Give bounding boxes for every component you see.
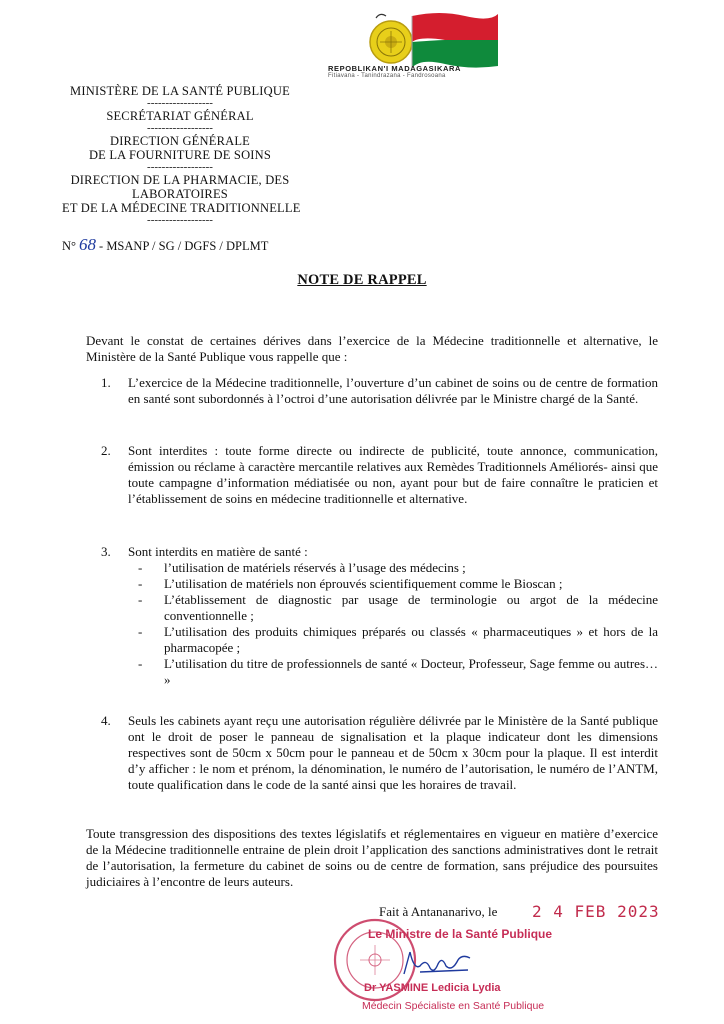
date-stamp: 2 4 FEB 2023 (532, 902, 660, 921)
sub-item-text: L’établissement de diagnostic par usage de terminologie ou argot de la médecine conventionnelle ; (164, 592, 658, 623)
republic-emblem (322, 6, 512, 78)
ministry-line: ET DE LA MÉDECINE TRADITIONNELLE (62, 201, 301, 215)
item-text: Sont interdits en matière de santé : (128, 544, 308, 559)
reference-suffix: - MSANP / SG / DGFS / DPLMT (99, 239, 269, 253)
state-seal-icon (366, 12, 416, 66)
closing-paragraph: Toute transgression des dispositions des textes législatifs et réglementaires en vigueur en matière d’exercice de la Médecine traditionnelle entraine de plein droit l’application des sanctions administratives dont le retrait de l’autorisation, la fermeture du cabinet de soins ou de centre de formation, sans préjudice des poursuites judiciaires à l’encontre de leurs auteurs. (86, 826, 658, 889)
ministry-line: DIRECTION DE LA PHARMACIE, DES (70, 173, 290, 187)
reference-handwritten-number: 68 (79, 235, 97, 254)
reference-prefix: N° (62, 239, 77, 253)
madagascar-flag-icon (410, 10, 500, 68)
stamp-title: Le Ministre de la Santé Publique (368, 927, 553, 941)
item-text: Sont interdites : toute forme directe ou indirecte de publicité, toute annonce, communication, émission ou réclame à caractère mercantile relatives aux Remèdes Traditionnels Améliorés- ainsi que toute campagne d’information médiatisée ou non, ayant pour but de faire connaître le praticien et l’établissement de soins en médecine traditionnelle et alternative. (128, 443, 658, 506)
place-and-date-label: Fait à Antananarivo, le (379, 904, 498, 919)
sub-list-item: - L’établissement de diagnostic par usage de terminologie ou argot de la médecine conventionnelle ; (138, 592, 658, 623)
sub-item-text: l’utilisation de matériels réservés à l’usage des médecins ; (164, 560, 466, 575)
sub-item-text: L’utilisation du titre de professionnels de santé « Docteur, Professeur, Sage femme ou autres… » (164, 656, 658, 687)
ministry-header (62, 84, 301, 226)
handwritten-signature-icon (400, 948, 475, 980)
sub-item-text: L’utilisation de matériels non éprouvés scientifiquement comme le Bioscan ; (164, 576, 563, 591)
separator: ------------------ (147, 161, 213, 173)
signatory-name: Dr YASMINE Ledicia Lydia (364, 982, 501, 994)
sub-item-text: L’utilisation des produits chimiques préparés ou classés « pharmaceutiques » et hors de la pharmacopée ; (164, 624, 658, 655)
list-item (103, 544, 658, 688)
reference-number (62, 235, 268, 255)
separator: ------------------ (147, 214, 213, 226)
item-number: 3. (101, 544, 111, 559)
list-item (103, 713, 658, 793)
separator: ------------------ (147, 122, 213, 134)
ministry-line: MINISTÈRE DE LA SANTÉ PUBLIQUE (70, 84, 290, 98)
sub-list (103, 560, 658, 688)
item-text: Seuls les cabinets ayant reçu une autorisation régulière délivrée par le Ministère de la Santé publique ont le droit de poser le panneau de signalisation et la plaque indicateur dont les dimensions respectives sont de 50cm x 50cm pour le panneau et de 50cm x 30cm pour la plaque. Il est interdit d’y afficher : le nom et prénom, la dénomination, le numéro de l’autorisation, le numéro de l’ANTM, toute qualification dans le code de la santé ainsi que les horaires de travail. (128, 713, 658, 792)
sub-list-item: - L’utilisation du titre de professionnels de santé « Docteur, Professeur, Sage femme ou autres… » (138, 656, 658, 687)
sub-list-item: - L’utilisation de matériels non éprouvés scientifiquement comme le Bioscan ; (138, 576, 563, 591)
sub-list-item: - l’utilisation de matériels réservés à l’usage des médecins ; (138, 560, 466, 575)
intro-paragraph: Devant le constat de certaines dérives dans l’exercice de la Médecine traditionnelle et alternative, le Ministère de la Santé Publique vous rappelle que : (86, 333, 658, 364)
item-text: L’exercice de la Médecine traditionnelle, l’ouverture d’un cabinet de soins ou de centre de formation en santé sont subordonnés à l’octroi d’une autorisation délivrée par le Ministre chargé de la Santé. (128, 375, 658, 406)
item-number: 2. (101, 443, 111, 458)
ministry-line: LABORATOIRES (132, 187, 228, 201)
document-title: NOTE DE RAPPEL (297, 272, 427, 288)
signatory-title: Médecin Spécialiste en Santé Publique (362, 1000, 545, 1012)
ministry-line: DIRECTION GÉNÉRALE (109, 134, 251, 148)
separator: ------------------ (147, 97, 213, 109)
ministry-line: DE LA FOURNITURE DE SOINS (88, 148, 272, 162)
item-number: 1. (101, 375, 111, 390)
list-item (103, 443, 658, 507)
republic-name: REPOBLIKAN'I MADAGASIKARA (328, 64, 462, 73)
list-item (103, 375, 658, 407)
item-number: 4. (101, 713, 111, 728)
ministry-line: SECRÉTARIAT GÉNÉRAL (106, 109, 254, 123)
republic-motto: Fitiavana - Tanindrazana - Fandrosoana (328, 73, 446, 79)
sub-list-item: - L’utilisation des produits chimiques préparés ou classés « pharmaceutiques » et hors de la pharmacopée ; (138, 624, 658, 655)
